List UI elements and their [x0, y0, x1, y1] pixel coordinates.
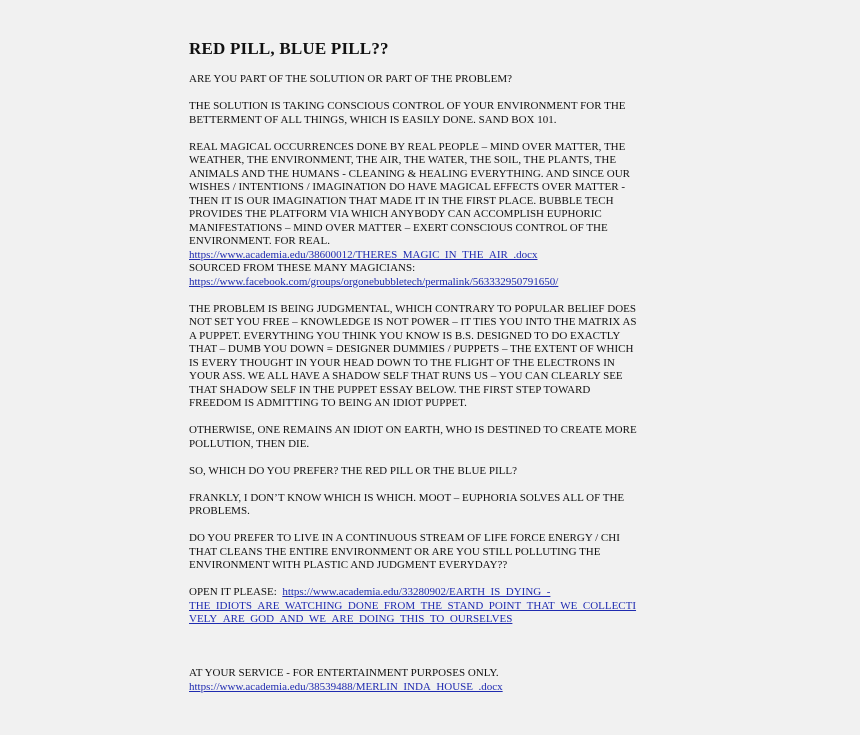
- earth-dying-link-part2[interactable]: THE_IDIOTS_ARE_WATCHING_DONE_FROM_THE_STAND_POINT_THAT_WE_COLLECTI: [189, 599, 637, 612]
- paragraph-links: [189, 249, 689, 290]
- paragraph-frankly: FRANKLY, I DON’T KNOW WHICH IS WHICH. MOOT – EUPHORIA SOLVES ALL OF THE PROBLEMS.: [189, 491, 625, 517]
- paragraph-life-force: DO YOU PREFER TO LIVE IN A CONTINUOUS STREAM OF LIFE FORCE ENERGY / CHI THAT CLEANS THE ENTIRE ENVIRONMENT OR ARE YOU STILL POLLUTING THE ENVIRONMENT WITH PLASTIC AND JUDGMENT EVERYDAY??: [189, 532, 620, 571]
- earth-dying-link-part1[interactable]: https://www.academia.edu/33280902/EARTH_IS_DYING_-: [282, 586, 551, 598]
- facebook-group-link[interactable]: https://www.facebook.com/groups/orgonebubbletech/permalink/563332950791650/: [189, 275, 559, 288]
- service-text: AT YOUR SERVICE - FOR ENTERTAINMENT PURPOSES ONLY.: [189, 667, 499, 679]
- paragraph-otherwise: OTHERWISE, ONE REMAINS AN IDIOT ON EARTH, WHO IS DESTINED TO CREATE MORE POLLUTION, THEN DIE.: [189, 424, 637, 450]
- paragraph-which-pill: SO, WHICH DO YOU PREFER? THE RED PILL OR THE BLUE PILL?: [189, 464, 517, 477]
- document-title: RED PILL, BLUE PILL??: [189, 39, 389, 58]
- blank-gap: [189, 640, 689, 667]
- open-it-label: OPEN IT PLEASE:: [189, 586, 283, 598]
- paragraph-solution: THE SOLUTION IS TAKING CONSCIOUS CONTROL OF YOUR ENVIRONMENT FOR THE BETTERMENT OF ALL THINGS, WHICH IS EASILY DONE. SAND BOX 101.: [189, 100, 626, 126]
- paragraph-service: [189, 667, 689, 694]
- paragraph-open-it: [189, 586, 689, 627]
- academia-magic-link[interactable]: https://www.academia.edu/38600012/THERES_MAGIC_IN_THE_AIR_.docx: [189, 248, 538, 261]
- paragraph-problem: THE PROBLEM IS BEING JUDGMENTAL, WHICH CONTRARY TO POPULAR BELIEF DOES NOT SET YOU FREE – KNOWLEDGE IS NOT POWER – IT TIES YOU INTO THE MATRIX AS A PUPPET. EVERYTHING YOU THINK YOU KNOW IS B.S. DESIGNED TO DO EXACTLY THAT – DUMB YOU DOWN = DESIGNER DUMMIES / PUPPETS – THE EXTENT OF WHICH IS EVERY THOUGHT IN YOUR HEAD DOWN TO THE FLIGHT OF THE ELECTRONS IN YOUR ASS. WE ALL HAVE A SHADOW SELF THAT RUNS US – YOU CAN CLEARLY SEE THAT SHADOW SELF IN THE PUPPET ESSAY BELOW. THE FIRST STEP TOWARD FREEDOM IS ADMITTING TO BEING AN IDIOT PUPPET.: [189, 302, 637, 409]
- paragraph-magic: [189, 141, 689, 249]
- earth-dying-link-part3[interactable]: VELY_ARE_GOD_AND_WE_ARE_DOING_THIS_TO_OURSELVES: [189, 613, 513, 625]
- sourced-label: SOURCED FROM THESE MANY MAGICIANS:: [189, 262, 416, 274]
- merlin-link[interactable]: https://www.academia.edu/38539488/MERLIN_INDA_HOUSE_.docx: [189, 680, 503, 693]
- paragraph-question: ARE YOU PART OF THE SOLUTION OR PART OF THE PROBLEM?: [189, 73, 513, 85]
- document-body: [189, 38, 689, 708]
- magic-text: REAL MAGICAL OCCURRENCES DONE BY REAL PEOPLE – MIND OVER MATTER, THE WEATHER, THE ENVIRONMENT, THE AIR, THE WATER, THE SOIL, THE PLANTS, THE ANIMALS AND THE HUMANS - CLEANING & HEALING EVERYTHING. AND SINCE OUR WISHES / INTENTIONS / IMAGINATION DO HAVE MAGICAL EFFECTS OVER MATTER - THEN IT IS OUR IMAGINATION THAT MADE IT IN THE FIRST PLACE. BUBBLE TECH PROVIDES THE PLATFORM VIA WHICH ANYBODY CAN ACCOMPLISH EUPHORIC MANIFESTATIONS – MIND OVER MATTER – EXERT CONSCIOUS CONTROL OF THE ENVIRONMENT. FOR REAL.: [189, 140, 631, 247]
